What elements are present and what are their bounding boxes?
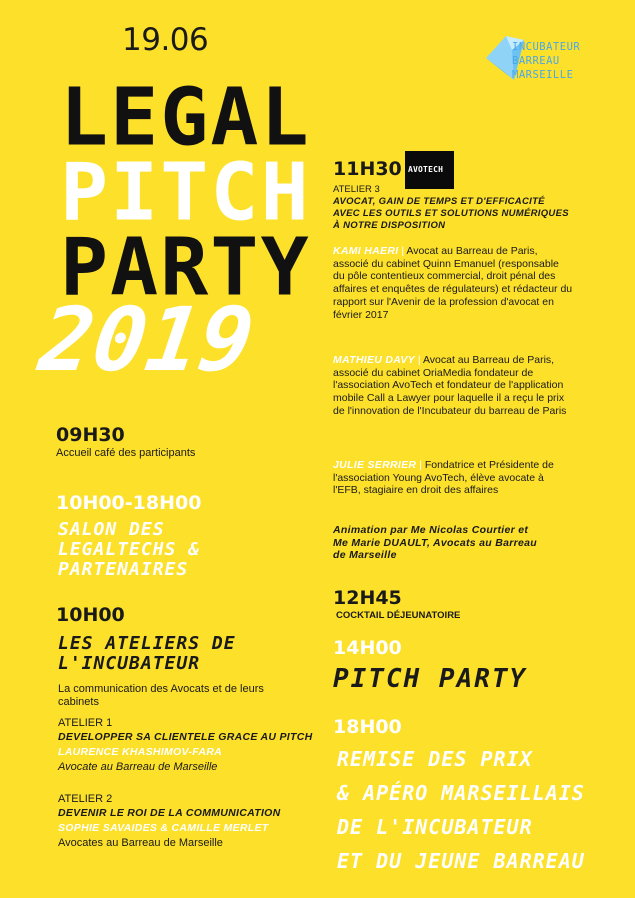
ateliers-title-line-2: L'INCUBATEUR [58, 653, 201, 674]
speaker-1: KAMI HAERI | Avocat au Barreau de Paris, associé du cabinet Quinn Emanuel (responsable du pôle contentieux commercial, droit pénal des affaires et enquêtes de régulateurs) et rédacteur du rapport sur l'Avenir de la profession d'avocat en février 2017 [333, 245, 573, 321]
speaker-2-name: MATHIEU DAVY [333, 354, 415, 366]
animation-text [333, 524, 537, 562]
time-1130: 11H30 [333, 158, 402, 180]
time-salon: 10H00-18H00 [56, 492, 202, 514]
atelier-1-speaker: LAURENCE KHASHIMOV-FARA [58, 746, 223, 758]
remise-title-line-4: ET DU JEUNE BARREAU [337, 849, 585, 873]
logo-text [512, 40, 622, 82]
speaker-3-bio: Fondatrice et Présidente de l'association Young AvoTech, élève avocate à l'EFB, stagiaire en droit des affaires [333, 459, 554, 497]
event-date: 19.06 [122, 22, 209, 58]
welcome-text: Accueil café des participants [56, 447, 196, 459]
time-1800: 18H00 [333, 716, 402, 738]
pitch-party-title: PITCH PARTY [333, 664, 528, 694]
time-1000: 10H00 [56, 604, 125, 626]
atelier-1-role: Avocate au Barreau de Marseille [58, 761, 218, 773]
logo-line-2: BARREAU [512, 55, 560, 67]
remise-title-line-1: REMISE DES PRIX [337, 747, 533, 771]
salon-title-line-2: LEGALTECHS & [58, 539, 201, 560]
atelier-1-label: ATELIER 1 [58, 717, 113, 729]
logo-line-1: INCUBATEUR [512, 41, 581, 53]
remise-title-line-2: & APÉRO MARSEILLAIS [337, 781, 585, 805]
title-party: PARTY [60, 220, 311, 314]
ateliers-title-line-1: LES ATELIERS DE [58, 633, 236, 654]
speaker-1-bio: Avocat au Barreau de Paris, associé du cabinet Quinn Emanuel (responsable du pôle contentieux commercial, droit pénal des affaires et enquêtes de régulateurs) et rédacteur du rapport sur l'Avenir de la profession d'avocat en février 2017 [333, 245, 573, 321]
cocktail-text: COCKTAIL DÉJEUNATOIRE [336, 610, 461, 621]
salon-title [58, 520, 200, 580]
time-0930: 09H30 [56, 424, 125, 446]
speaker-2: MATHIEU DAVY | Avocat au Barreau de Paris, associé du cabinet OriaMedia fondateur de l'association AvoTech et fondateur de l'application mobile Call a Lawyer pour laquelle il a reçu le prix de l'innovation de l'Incubateur du barreau de Paris [333, 354, 567, 417]
ateliers-title [58, 634, 236, 674]
logo-line-3: MARSEILLE [512, 69, 574, 81]
atelier-3-title-line-1: AVOCAT, GAIN DE TEMPS ET D'EFFICACITÉ [333, 196, 545, 207]
animation-line-2: Me Marie DUAULT, Avocats au Barreau [333, 536, 538, 549]
speaker-3: JULIE SERRIER | Fondatrice et Présidente de l'association Young AvoTech, élève avocate à l'EFB, stagiaire en droit des affaires [333, 459, 554, 497]
remise-title-line-3: DE L'INCUBATEUR [337, 815, 533, 839]
speaker-2-bio: Avocat au Barreau de Paris, associé du cabinet OriaMedia fondateur de l'association AvoTech et fondateur de l'application mobile Call a Lawyer pour laquelle il a reçu le prix de l'innovation de l'Incubateur du barreau de Paris [333, 354, 567, 417]
atelier-2-title: DEVENIR LE ROI DE LA COMMUNICATION [58, 807, 281, 819]
speaker-1-name: KAMI HAERI [333, 245, 399, 257]
atelier-3-label: ATELIER 3 [333, 184, 380, 195]
atelier-2-speaker: SOPHIE SAVAIDES & CAMILLE MERLET [58, 822, 269, 834]
atelier-3-title-line-3: À NOTRE DISPOSITION [333, 220, 446, 231]
atelier-2-label: ATELIER 2 [58, 793, 113, 805]
ateliers-desc: La communication des Avocats et de leurs cabinets [58, 683, 264, 708]
title-pitch: PITCH [60, 145, 311, 239]
animation-line-1: Animation par Me Nicolas Courtier et [333, 524, 529, 536]
animation-line-3: de Marseille [333, 549, 397, 561]
avotech-logo [405, 151, 454, 189]
atelier-1-title: DEVELOPPER SA CLIENTELE GRACE AU PITCH [58, 731, 313, 743]
atelier-2-role: Avocates au Barreau de Marseille [58, 837, 223, 849]
title-legal: LEGAL [60, 70, 311, 164]
speaker-3-name: JULIE SERRIER [333, 459, 417, 471]
time-1245: 12H45 [333, 587, 402, 609]
salon-title-line-1: SALON DES [58, 519, 165, 540]
avotech-label: AVOTECH [408, 165, 444, 174]
atelier-3-title-line-2: AVEC LES OUTILS ET SOLUTIONS NUMÉRIQUES [333, 208, 569, 219]
atelier-3-title [333, 196, 569, 232]
salon-title-line-3: PARTENAIRES [58, 559, 189, 580]
title-year: 2019 [33, 288, 260, 391]
remise-title [337, 742, 585, 878]
time-1400: 14H00 [333, 637, 402, 659]
